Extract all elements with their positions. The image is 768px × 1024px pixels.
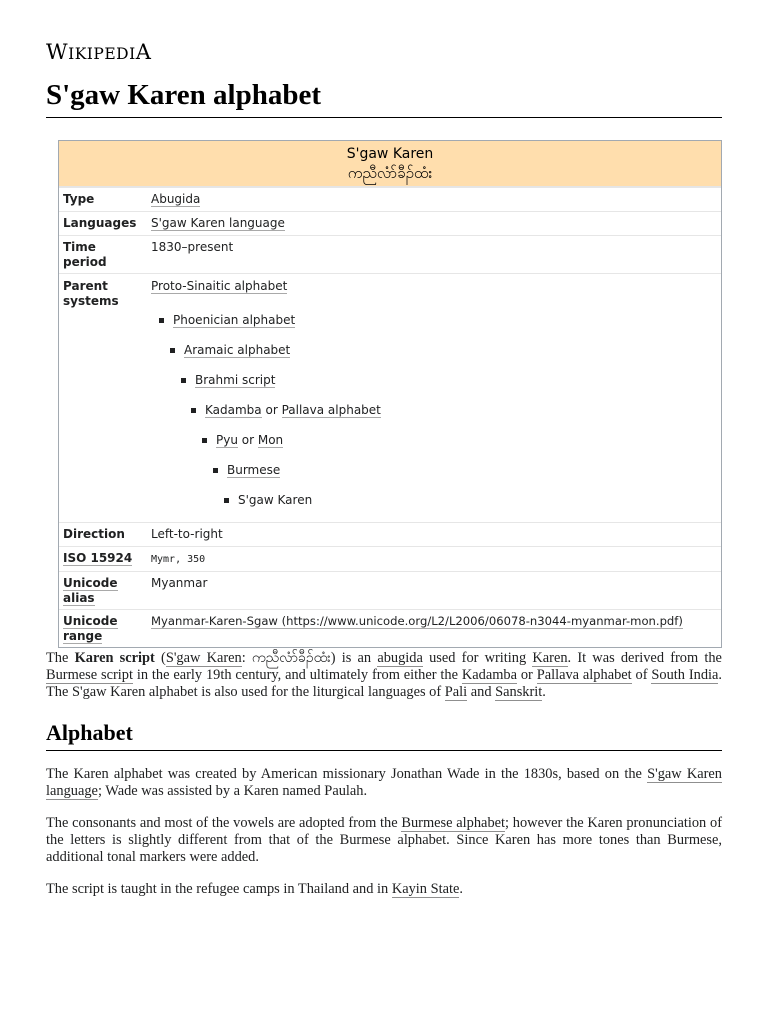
infobox-row-unicode-range	[59, 609, 721, 647]
text: The script is taught in the refugee camps in Thailand and in	[46, 881, 392, 897]
text: of	[631, 667, 652, 683]
text: . The S'gaw Karen alphabet is also used for the liturgical languages of	[46, 667, 723, 700]
link-brahmi[interactable]: Brahmi script	[195, 373, 276, 387]
link-kayin-state[interactable]: Kayin State	[391, 881, 460, 897]
lineage-item	[151, 279, 717, 305]
infobox-row-iso	[59, 546, 721, 571]
lineage-item	[151, 395, 717, 425]
link-south-india[interactable]: South India	[651, 667, 719, 683]
alphabet-paragraph-3	[46, 881, 722, 898]
text: ; Wade was assisted by a Karen named Paulah.	[97, 783, 368, 799]
infobox-label: Parent systems	[63, 279, 119, 308]
infobox-value	[151, 610, 721, 647]
link-pyu[interactable]: Pyu	[216, 433, 238, 447]
text: . It was derived from the	[567, 650, 722, 666]
infobox-row-parent-systems	[59, 273, 721, 522]
infobox-row-languages	[59, 211, 721, 235]
infobox	[58, 140, 722, 648]
text: .	[459, 881, 463, 897]
text: ; however the Karen pronunciation of the letters is slightly different from that of the Burmese alphabet. Since Karen has more tones than Burmese, additional tonal markers were added.	[46, 815, 722, 865]
link-aramaic[interactable]: Aramaic alphabet	[184, 343, 291, 357]
lineage-or: or	[261, 403, 282, 417]
infobox-value	[151, 188, 721, 211]
link-burmese-alphabet[interactable]: Burmese alphabet	[401, 815, 506, 831]
infobox-row-unicode-alias	[59, 571, 721, 609]
bullet-icon	[181, 378, 186, 383]
link-iso-15924[interactable]: ISO 15924	[63, 551, 133, 565]
link-abugida[interactable]: abugida	[377, 650, 423, 666]
link-pallava-alphabet[interactable]: Pallava alphabet	[536, 667, 632, 683]
infobox-value	[151, 212, 721, 235]
text: The	[46, 650, 75, 666]
infobox-row-direction	[59, 522, 721, 546]
infobox-value	[151, 547, 721, 571]
text: and	[467, 684, 496, 700]
lineage-item	[151, 365, 717, 395]
native-script: ကညီလံာ်ခီၣ်ထံး	[251, 650, 331, 666]
section-divider	[46, 750, 722, 751]
bullet-icon	[191, 408, 196, 413]
text: ) is an	[330, 650, 378, 666]
infobox-label: Languages	[63, 216, 137, 230]
bullet-icon	[213, 468, 218, 473]
lineage-item	[151, 425, 717, 455]
infobox-label	[59, 610, 151, 647]
link-sgaw-karen-language[interactable]: S'gaw Karen language	[151, 216, 285, 230]
bold-term: Karen script	[74, 650, 155, 666]
wordmark-smallcaps: IKIPEDI	[68, 45, 136, 63]
lineage-item	[151, 335, 717, 365]
infobox-label: Type	[63, 192, 95, 206]
text: (	[154, 650, 166, 666]
infobox-value	[151, 274, 721, 522]
iso-code: Mymr, 350	[151, 554, 206, 565]
link-sgaw-karen[interactable]: S'gaw Karen	[165, 650, 242, 666]
link-unicode-range-value[interactable]: Myanmar-Karen-Sgaw (https://www.unicode.org/L2/L2006/06078-n3044-myanmar-mon.pdf)	[151, 614, 683, 628]
lineage-current: S'gaw Karen	[238, 493, 313, 507]
lineage-item	[151, 485, 717, 515]
infobox-label	[59, 547, 151, 571]
infobox-title: S'gaw Karen	[346, 146, 434, 162]
infobox-value: Myanmar	[151, 576, 208, 590]
section-heading-alphabet: Alphabet	[46, 720, 133, 745]
text: The consonants and most of the vowels are adopted from the	[46, 815, 402, 831]
link-pallava[interactable]: Pallava alphabet	[281, 403, 381, 417]
alphabet-paragraph-2	[46, 815, 722, 866]
link-unicode-alias[interactable]: Unicode alias	[63, 576, 118, 605]
link-karen[interactable]: Karen	[532, 650, 568, 666]
link-burmese-script[interactable]: Burmese script	[46, 667, 133, 683]
lineage-or: or	[237, 433, 258, 447]
text: .	[542, 684, 546, 700]
link-sgaw-karen-language[interactable]: S'gaw Karen language	[46, 766, 722, 799]
link-sanskrit[interactable]: Sanskrit	[495, 684, 543, 700]
link-burmese[interactable]: Burmese	[227, 463, 281, 477]
link-kadamba[interactable]: Kadamba	[461, 667, 517, 683]
infobox-label	[59, 572, 151, 609]
bullet-icon	[170, 348, 175, 353]
link-proto-sinaitic[interactable]: Proto-Sinaitic alphabet	[151, 279, 288, 293]
text: The Karen alphabet was created by American missionary Jonathan Wade in the 1830s, based on the	[46, 766, 648, 782]
text: used for writing	[422, 650, 533, 666]
infobox-label: Direction	[63, 527, 125, 541]
link-kadamba[interactable]: Kadamba	[205, 403, 262, 417]
intro-paragraph	[46, 650, 722, 701]
link-phoenician[interactable]: Phoenician alphabet	[173, 313, 296, 327]
infobox-value: 1830–present	[151, 240, 234, 254]
alphabet-paragraph-1	[46, 766, 722, 800]
infobox-row-type	[59, 187, 721, 211]
infobox-label: Time period	[63, 240, 107, 269]
title-divider	[46, 117, 722, 118]
link-pali[interactable]: Pali	[444, 684, 468, 700]
infobox-native-name: ကညီလံာ်ခီၣ်ထံး	[347, 164, 433, 182]
wordmark-initial: W	[46, 40, 69, 64]
page-title: S'gaw Karen alphabet	[46, 79, 322, 111]
wikipedia-wordmark[interactable]	[46, 40, 151, 64]
bullet-icon	[224, 498, 229, 503]
bullet-icon	[159, 318, 164, 323]
text: or	[516, 667, 537, 683]
wordmark-final: A	[135, 40, 152, 64]
infobox-row-time-period	[59, 235, 721, 273]
text: in the early 19th century, and ultimately from either the	[133, 667, 462, 683]
infobox-header	[59, 141, 721, 187]
lineage-item	[151, 305, 717, 335]
bullet-icon	[202, 438, 207, 443]
lineage-tree	[151, 279, 717, 515]
link-abugida[interactable]: Abugida	[151, 192, 201, 206]
link-unicode-range[interactable]: Unicode range	[63, 614, 118, 643]
infobox-value: Left-to-right	[151, 527, 223, 541]
link-mon[interactable]: Mon	[257, 433, 284, 447]
text: :	[241, 650, 252, 666]
lineage-item	[151, 455, 717, 485]
